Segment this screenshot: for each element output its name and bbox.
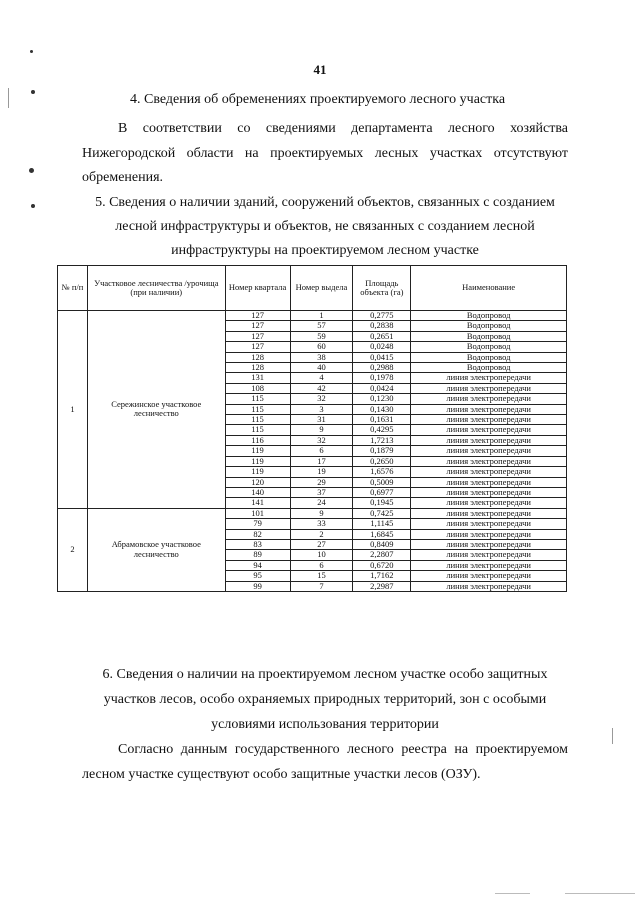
cell-area: 0,2651	[353, 331, 411, 341]
scan-mark-dot	[30, 50, 33, 53]
cell-quarter: 108	[225, 383, 290, 393]
cell-quarter: 128	[225, 363, 290, 373]
cell-name: линия электропередачи	[411, 519, 567, 529]
cell-quarter: 131	[225, 373, 290, 383]
row-group-forestry: Абрамовское участковое лесничество	[87, 508, 225, 591]
cell-allotment: 9	[290, 425, 353, 435]
cell-allotment: 29	[290, 477, 353, 487]
cell-quarter: 83	[225, 539, 290, 549]
cell-quarter: 79	[225, 519, 290, 529]
cell-area: 0,2775	[353, 311, 411, 321]
cell-name: линия электропередачи	[411, 477, 567, 487]
scan-mark-dot	[31, 204, 35, 208]
cell-area: 0,1945	[353, 498, 411, 508]
cell-allotment: 42	[290, 383, 353, 393]
cell-allotment: 3	[290, 404, 353, 414]
cell-quarter: 94	[225, 560, 290, 570]
cell-area: 0,0248	[353, 342, 411, 352]
cell-allotment: 57	[290, 321, 353, 331]
cell-quarter: 101	[225, 508, 290, 518]
cell-area: 0,1879	[353, 446, 411, 456]
cell-area: 1,6576	[353, 467, 411, 477]
cell-allotment: 24	[290, 498, 353, 508]
cell-allotment: 40	[290, 363, 353, 373]
buildings-table	[57, 265, 567, 592]
cell-area: 0,1631	[353, 415, 411, 425]
cell-quarter: 141	[225, 498, 290, 508]
table-row	[58, 508, 567, 518]
table-row	[58, 311, 567, 321]
cell-name: линия электропередачи	[411, 467, 567, 477]
cell-quarter: 82	[225, 529, 290, 539]
cell-quarter: 115	[225, 425, 290, 435]
cell-name: линия электропередачи	[411, 404, 567, 414]
cell-area: 0,5009	[353, 477, 411, 487]
cell-allotment: 31	[290, 415, 353, 425]
cell-area: 1,7162	[353, 571, 411, 581]
cell-name: линия электропередачи	[411, 435, 567, 445]
scan-mark-dot	[29, 168, 34, 173]
cell-area: 0,6977	[353, 487, 411, 497]
cell-name: Водопровод	[411, 363, 567, 373]
cell-allotment: 17	[290, 456, 353, 466]
row-group-forestry: Сережинское участковое лесничество	[87, 311, 225, 509]
cell-area: 0,1978	[353, 373, 411, 383]
cell-allotment: 27	[290, 539, 353, 549]
page-number: 41	[313, 62, 327, 77]
cell-name: линия электропередачи	[411, 498, 567, 508]
cell-allotment: 60	[290, 342, 353, 352]
cell-quarter: 95	[225, 571, 290, 581]
cell-area: 0,2650	[353, 456, 411, 466]
cell-allotment: 59	[290, 331, 353, 341]
section-6-heading: 6. Сведения о наличии на проектируемом лесном участке особо защитных участков лесов, особо охраняемых природных территорий, зон с особыми условиями использования территории	[102, 667, 548, 732]
cell-quarter: 119	[225, 467, 290, 477]
footer-line	[565, 893, 635, 894]
cell-quarter: 99	[225, 581, 290, 591]
cell-name: линия электропередачи	[411, 581, 567, 591]
cell-allotment: 4	[290, 373, 353, 383]
cell-area: 0,0424	[353, 383, 411, 393]
cell-area: 0,0415	[353, 352, 411, 362]
section-6-text: Согласно данным государственного лесного реестра на проектируемом лесном участке существуют особо защитные участки лесов (ОЗУ).	[82, 742, 568, 782]
cell-quarter: 127	[225, 311, 290, 321]
cell-area: 0,2838	[353, 321, 411, 331]
scan-mark-dot	[31, 90, 35, 94]
footer-line	[495, 893, 530, 894]
cell-area: 0,8409	[353, 539, 411, 549]
margin-line	[612, 728, 613, 744]
cell-quarter: 115	[225, 415, 290, 425]
cell-allotment: 37	[290, 487, 353, 497]
cell-name: линия электропередачи	[411, 529, 567, 539]
header-num: № п/п	[58, 266, 88, 311]
cell-allotment: 6	[290, 560, 353, 570]
cell-name: линия электропередачи	[411, 415, 567, 425]
table-header-row	[58, 266, 567, 311]
cell-area: 1,1145	[353, 519, 411, 529]
cell-area: 0,6720	[353, 560, 411, 570]
cell-name: линия электропередачи	[411, 539, 567, 549]
cell-quarter: 119	[225, 456, 290, 466]
cell-name: линия электропередачи	[411, 425, 567, 435]
cell-quarter: 140	[225, 487, 290, 497]
cell-quarter: 127	[225, 321, 290, 331]
cell-quarter: 128	[225, 352, 290, 362]
cell-name: Водопровод	[411, 331, 567, 341]
cell-name: линия электропередачи	[411, 373, 567, 383]
cell-name: Водопровод	[411, 311, 567, 321]
cell-quarter: 127	[225, 331, 290, 341]
cell-area: 1,6845	[353, 529, 411, 539]
cell-quarter: 116	[225, 435, 290, 445]
cell-allotment: 32	[290, 394, 353, 404]
cell-allotment: 6	[290, 446, 353, 456]
header-name: Наименование	[411, 266, 567, 311]
cell-quarter: 89	[225, 550, 290, 560]
section-4-heading: 4. Сведения об обременениях проектируемого лесного участка	[130, 92, 506, 107]
cell-name: Водопровод	[411, 321, 567, 331]
cell-area: 0,4295	[353, 425, 411, 435]
cell-allotment: 7	[290, 581, 353, 591]
cell-quarter: 120	[225, 477, 290, 487]
cell-allotment: 38	[290, 352, 353, 362]
section-4-text: В соответствии со сведениями департамента лесного хозяйства Нижегородской области на проектируемых лесных участках отсутствуют обременения.	[82, 121, 568, 185]
margin-line	[8, 88, 9, 108]
cell-quarter: 119	[225, 446, 290, 456]
cell-allotment: 33	[290, 519, 353, 529]
cell-name: линия электропередачи	[411, 383, 567, 393]
table-body	[58, 311, 567, 592]
cell-area: 0,1430	[353, 404, 411, 414]
cell-quarter: 115	[225, 404, 290, 414]
cell-area: 0,2988	[353, 363, 411, 373]
cell-name: линия электропередачи	[411, 394, 567, 404]
cell-name: линия электропередачи	[411, 487, 567, 497]
row-group-number: 2	[58, 508, 88, 591]
cell-allotment: 2	[290, 529, 353, 539]
cell-name: Водопровод	[411, 342, 567, 352]
cell-name: линия электропередачи	[411, 560, 567, 570]
header-allotment: Номер выдела	[290, 266, 353, 311]
row-group-number: 1	[58, 311, 88, 509]
cell-allotment: 15	[290, 571, 353, 581]
header-forestry: Участковое лесничества /урочища (при наличии)	[87, 266, 225, 311]
header-area: Площадь объекта (га)	[353, 266, 411, 311]
cell-area: 2,2807	[353, 550, 411, 560]
cell-allotment: 1	[290, 311, 353, 321]
cell-quarter: 115	[225, 394, 290, 404]
cell-quarter: 127	[225, 342, 290, 352]
cell-name: линия электропередачи	[411, 550, 567, 560]
cell-name: линия электропередачи	[411, 571, 567, 581]
cell-name: линия электропередачи	[411, 456, 567, 466]
cell-area: 1,7213	[353, 435, 411, 445]
cell-area: 0,1230	[353, 394, 411, 404]
cell-area: 0,7425	[353, 508, 411, 518]
cell-allotment: 10	[290, 550, 353, 560]
cell-area: 2,2987	[353, 581, 411, 591]
cell-name: Водопровод	[411, 352, 567, 362]
cell-allotment: 19	[290, 467, 353, 477]
cell-allotment: 32	[290, 435, 353, 445]
section-5-heading: 5. Сведения о наличии зданий, сооружений объектов, связанных с созданием лесной инфраструктуры и объектов, не связанных с созданием лесной инфраструктуры на проектируемом лесном участке	[95, 195, 555, 258]
cell-allotment: 9	[290, 508, 353, 518]
cell-name: линия электропередачи	[411, 508, 567, 518]
header-quarter: Номер квартала	[225, 266, 290, 311]
cell-name: линия электропередачи	[411, 446, 567, 456]
